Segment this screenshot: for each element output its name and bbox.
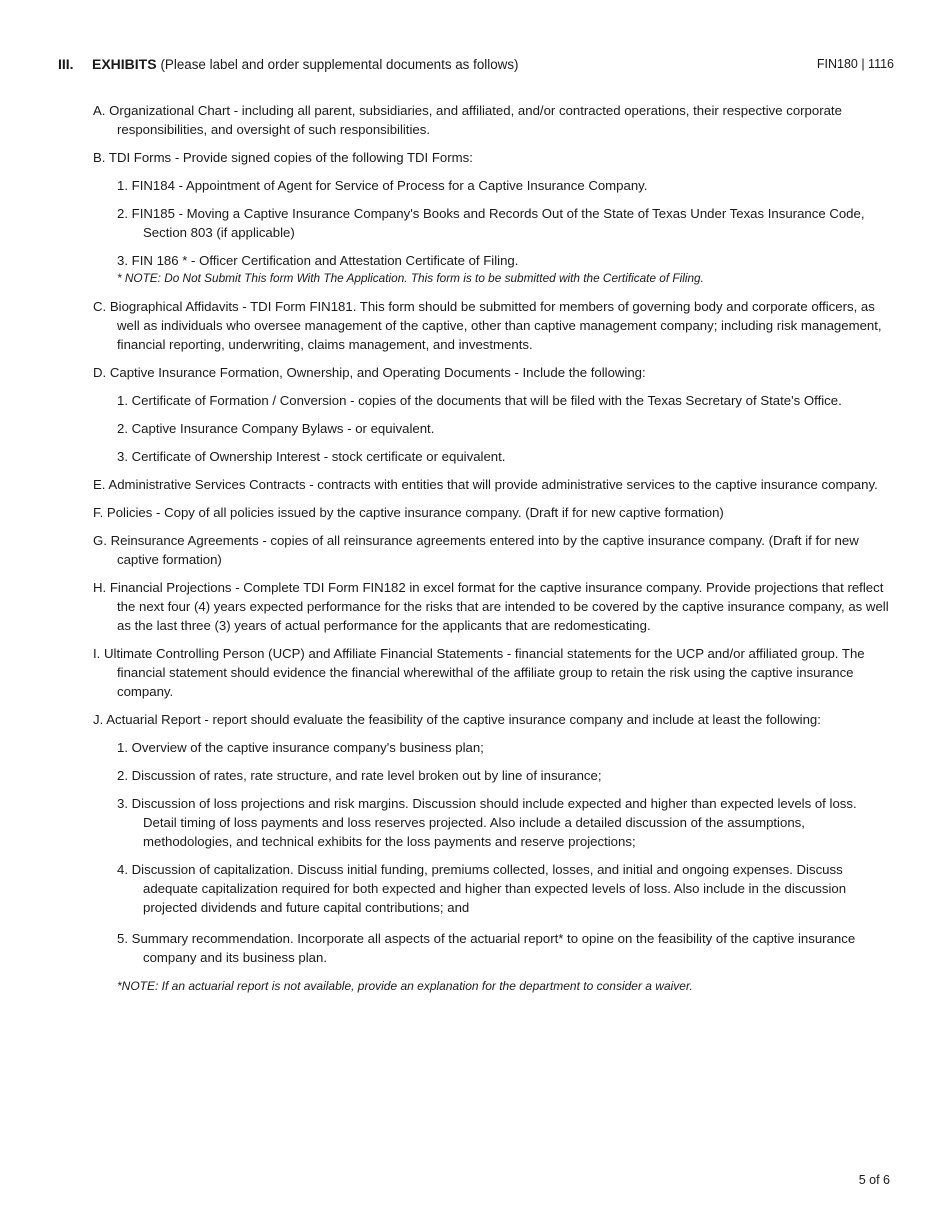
exhibit-h: H. Financial Projections - Complete TDI Form FIN182 in excel format for the captive insurance company. Provide projections that reflect the next four (4) years expected performance for the risks that are intended to be covered by the captive insurance company, as well as the last three (3) years of actual performance for the applicants that are redomesticating.	[93, 580, 889, 633]
section-heading	[58, 55, 519, 74]
exhibit-d-2: 2. Captive Insurance Company Bylaws - or equivalent.	[117, 421, 435, 436]
exhibit-j-5: 5. Summary recommendation. Incorporate all aspects of the actuarial report* to opine on the feasibility of the captive insurance company and its business plan.	[117, 931, 856, 965]
exhibit-list	[93, 101, 893, 996]
exhibit-d-sublist	[117, 391, 893, 466]
exhibit-g: G. Reinsurance Agreements - copies of all reinsurance agreements entered into by the captive insurance company. (Draft if for new captive formation)	[93, 533, 859, 567]
exhibit-i: I. Ultimate Controlling Person (UCP) and Affiliate Financial Statements - financial statements for the UCP and/or affiliated group. The financial statement should evidence the financial wherewithal of the affiliate group to retain the risk using the captive insurance company.	[93, 646, 865, 699]
exhibit-e: E. Administrative Services Contracts - contracts with entities that will provide administrative services to the captive insurance company.	[93, 477, 878, 492]
exhibit-j-4: 4. Discussion of capitalization. Discuss initial funding, premiums collected, losses, and initial and ongoing expenses. Discuss adequate capitalization required for both expected and higher than expected levels of loss. Also include in the discussion projected dividends and future capital contributions; and	[117, 862, 847, 915]
exhibit-b-sublist	[117, 176, 893, 270]
form-code: FIN180 | 1116	[816, 57, 894, 71]
exhibit-j-1: 1. Overview of the captive insurance company's business plan;	[117, 740, 484, 755]
exhibit-b-2: 2. FIN185 - Moving a Captive Insurance Company's Books and Records Out of the State of Texas Under Texas Insurance Code, Section 803 (if applicable)	[117, 206, 865, 240]
exhibit-d-1: 1. Certificate of Formation / Conversion - copies of the documents that will be filed with the Texas Secretary of State's Office.	[117, 393, 842, 408]
page-number: 5 of 6	[858, 1173, 890, 1187]
section-subtitle: (Please label and order supplemental documents as follows)	[160, 57, 519, 72]
exhibit-j-sublist	[117, 738, 893, 967]
section-number: III.	[58, 56, 74, 72]
exhibit-b-3: 3. FIN 186 * - Officer Certification and Attestation Certificate of Filing.	[117, 253, 519, 268]
exhibit-j-note: *NOTE: If an actuarial report is not available, provide an explanation for the department to consider a waiver.	[117, 979, 693, 993]
exhibit-j-2: 2. Discussion of rates, rate structure, and rate level broken out by line of insurance;	[117, 768, 602, 783]
exhibit-d-3: 3. Certificate of Ownership Interest - stock certificate or equivalent.	[117, 449, 506, 464]
exhibit-j: J. Actuarial Report - report should evaluate the feasibility of the captive insurance company and include at least the following:	[93, 712, 821, 727]
exhibit-b-note: * NOTE: Do Not Submit This form With The Application. This form is to be submitted with the Certificate of Filing.	[117, 271, 704, 285]
exhibit-a: A. Organizational Chart - including all parent, subsidiaries, and affiliated, and/or contracted operations, their respective corporate responsibilities, and oversight of such responsibilities.	[93, 103, 842, 137]
section-title: EXHIBITS	[92, 56, 157, 72]
exhibit-c: C. Biographical Affidavits - TDI Form FIN181. This form should be submitted for members of governing body and corporate officers, as well as individuals who oversee management of the captive, other than captive management company; including risk management, financial reporting, underwriting, claims management, and investments.	[93, 299, 882, 352]
exhibit-d: D. Captive Insurance Formation, Ownership, and Operating Documents - Include the following:	[93, 365, 646, 380]
exhibit-f: F. Policies - Copy of all policies issued by the captive insurance company. (Draft if for new captive formation)	[93, 505, 724, 520]
exhibit-j-3: 3. Discussion of loss projections and risk margins. Discussion should include expected and higher than expected levels of loss. Detail timing of loss payments and loss reserves projected. Also include a detailed discussion of the assumptions, methodologies, and technical exhibits for the loss payments and reserve projections;	[117, 796, 857, 849]
exhibit-b: B. TDI Forms - Provide signed copies of the following TDI Forms:	[93, 150, 473, 165]
exhibit-b-1: 1. FIN184 - Appointment of Agent for Service of Process for a Captive Insurance Company.	[117, 178, 648, 193]
